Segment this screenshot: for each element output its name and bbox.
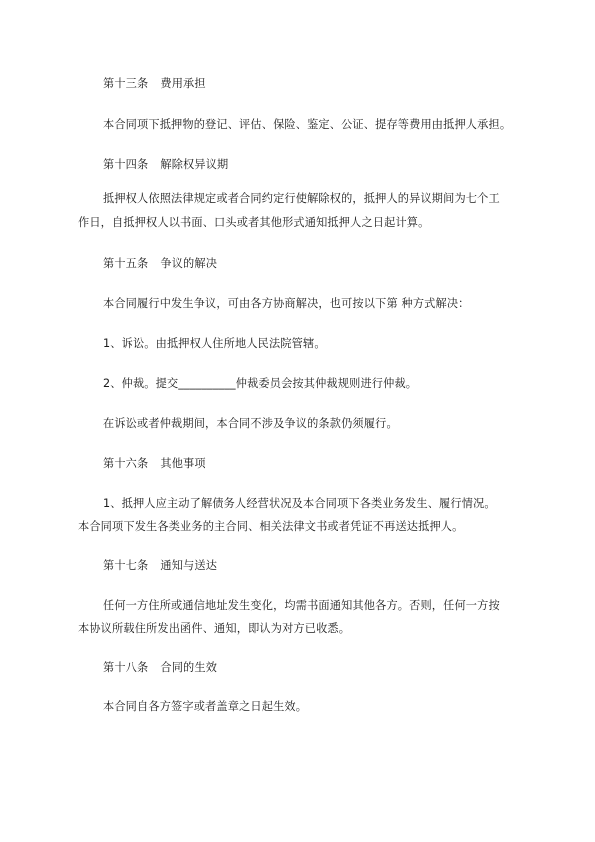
section-number: 第十三条 xyxy=(103,77,149,90)
section-14-paragraph-line: 抵押权人依照法律规定或者合同约定行使解除权的，抵押人的异议期间为七个工 xyxy=(103,192,500,205)
section-heading-13 xyxy=(103,76,206,92)
section-16-paragraph-line: 本合同项下发生各类业务的主合同、相关法律文书或者凭证不再送达抵押人。 xyxy=(78,520,464,533)
section-17-paragraph-line: 本协议所载住所发出函件、通知，即认为对方已收悉。 xyxy=(78,622,351,635)
section-15-paragraph-line: 本合同履行中发生争议，可由各方协商解决，也可按以下第 种方式解决： xyxy=(103,297,470,310)
section-18-paragraph-line: 本合同自各方签字或者盖章之日起生效。 xyxy=(103,700,308,713)
section-17-paragraph-line: 任何一方住所或通信地址发生变化，均需书面通知其他各方。否则，任何一方按 xyxy=(103,599,500,612)
section-number: 第十八条 xyxy=(103,661,149,674)
section-number: 第十六条 xyxy=(103,457,149,470)
section-13-paragraph-line: 本合同项下抵押物的登记、评估、保险、鉴定、公证、提存等费用由抵押人承担。 xyxy=(103,118,512,131)
section-title: 解除权异议期 xyxy=(160,158,229,171)
section-16-paragraph-line: 1、抵押人应主动了解债务人经营状况及本合同项下各类业务发生、履行情况。 xyxy=(103,497,496,510)
section-15-option-litigation: 1、诉讼。由抵押权人住所地人民法院管辖。 xyxy=(103,337,326,350)
section-title: 争议的解决 xyxy=(160,257,218,270)
section-heading-14 xyxy=(103,157,228,173)
section-heading-17 xyxy=(103,558,217,574)
section-number: 第十五条 xyxy=(103,257,149,270)
section-title: 费用承担 xyxy=(160,77,206,90)
section-title: 其他事项 xyxy=(160,457,206,470)
section-title: 合同的生效 xyxy=(160,661,218,674)
section-heading-16 xyxy=(103,456,206,472)
section-heading-15 xyxy=(103,256,217,272)
section-number: 第十七条 xyxy=(103,559,149,572)
section-heading-18 xyxy=(103,660,217,676)
section-15-option-arbitration: 2、仲裁。提交__________仲裁委员会按其仲裁规则进行仲裁。 xyxy=(103,377,418,390)
section-14-paragraph-line: 作日，自抵押权人以书面、口头或者其他形式通知抵押人之日起计算。 xyxy=(78,216,430,229)
section-number: 第十四条 xyxy=(103,158,149,171)
section-15-paragraph-line: 在诉讼或者仲裁期间，本合同不涉及争议的条款仍须履行。 xyxy=(103,417,398,430)
section-title: 通知与送达 xyxy=(160,559,218,572)
